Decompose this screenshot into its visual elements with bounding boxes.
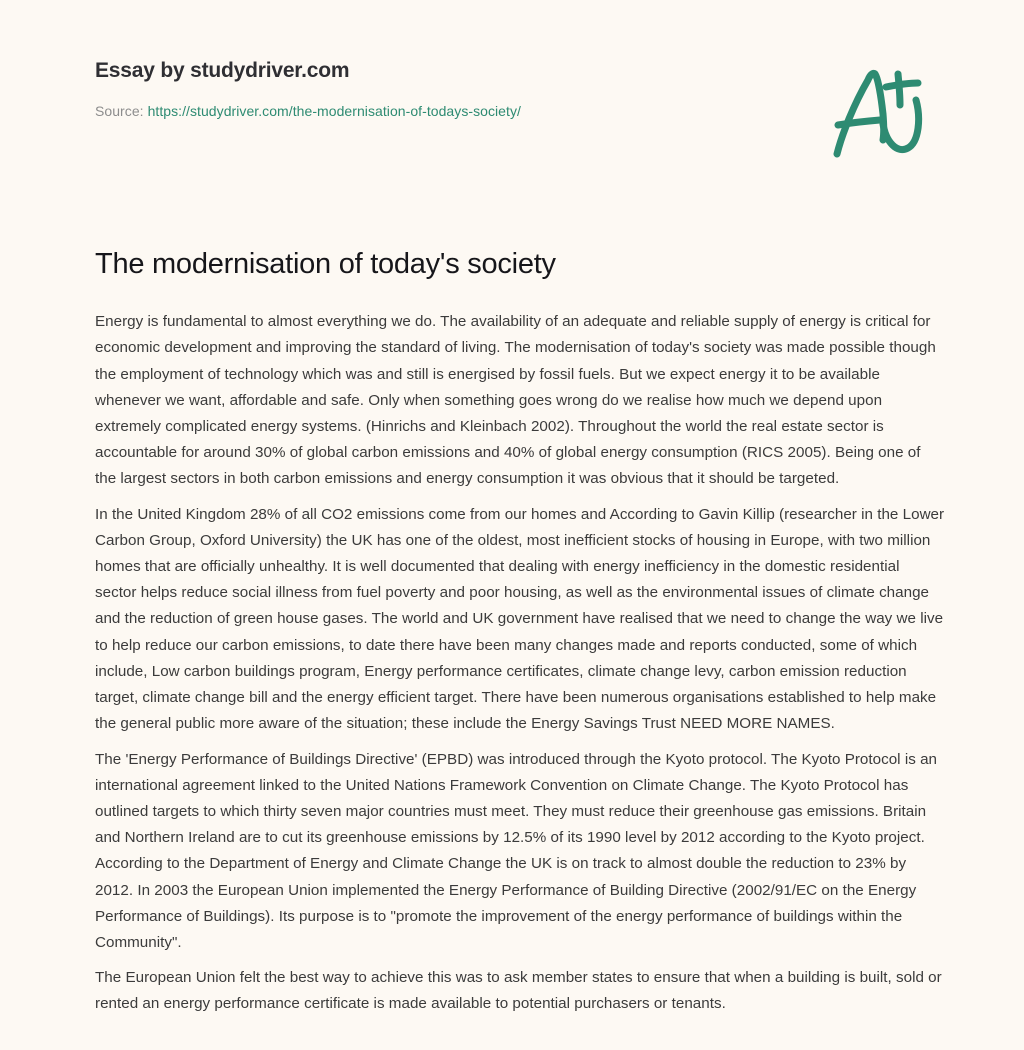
article-container xyxy=(0,246,1024,1018)
brand-title: Essay by studydriver.com xyxy=(95,59,350,82)
document-header xyxy=(0,0,1024,150)
a-plus-logo-icon xyxy=(824,62,932,162)
article-body xyxy=(95,309,945,1017)
paragraph: In the United Kingdom 28% of all CO2 emissions come from our homes and According to Gavin Killip (researcher in the Lower Carbon Group, Oxford University) the UK has one of the oldest, most inefficient stocks of housing in Europe, with two million homes that are officially unhealthy. It is well documented that dealing with energy inefficiency in the domestic residential sector helps reduce social illness from fuel poverty and poor housing, as well as the environmental issues of climate change and the reduction of green house gases. The world and UK government have realised that we need to change the way we live to help reduce our carbon emissions, to date there have been many changes made and reports conducted, some of which include, Low carbon buildings program, Energy performance certificates, climate change levy, carbon emission reduction target, climate change bill and the energy efficient target. There have been numerous organisations established to help make the general public more aware of the situation; these include the Energy Savings Trust NEED MORE NAMES. xyxy=(95,505,945,733)
page-title: The modernisation of today's society xyxy=(95,248,556,280)
paragraph: Energy is fundamental to almost everything we do. The availability of an adequate and reliable supply of energy is critical for economic development and improving the standard of living. The modernisation of today's society was made possible though the employment of technology which was and still is energised by fossil fuels. But we expect energy it to be available whenever we want, affordable and safe. Only when something goes wrong do we realise how much we depend upon extremely complicated energy systems. (Hinrichs and Kleinbach 2002). Throughout the world the real estate sector is accountable for around 30% of global carbon emissions and 40% of global energy consumption (RICS 2005). Being one of the largest sectors in both carbon emissions and energy consumption it was obvious that it should be targeted. xyxy=(95,313,936,488)
source-label: Source: xyxy=(95,103,144,120)
source-line xyxy=(95,102,946,120)
source-url-link[interactable]: https://studydriver.com/the-modernisation-of-todays-society/ xyxy=(147,103,521,120)
paragraph: The European Union felt the best way to achieve this was to ask member states to ensure that when a building is built, sold or rented an energy performance certificate is made available to potential purchasers or tenants. xyxy=(95,969,942,1013)
paragraph: The 'Energy Performance of Buildings Directive' (EPBD) was introduced through the Kyoto protocol. The Kyoto Protocol is an international agreement linked to the United Nations Framework Convention on Climate Change. The Kyoto Protocol has outlined targets to which thirty seven major countries must meet. They must reduce their greenhouse gas emissions. Britain and Northern Ireland are to cut its greenhouse emissions by 12.5% of its 1990 level by 2012 according to the Kyoto project. According to the Department of Energy and Climate Change the UK is on track to almost double the reduction to 23% by 2012. In 2003 the European Union implemented the Energy Performance of Building Directive (2002/91/EC on the Energy Performance of Buildings). Its purpose is to "promote the improvement of the energy performance of buildings within the Community". xyxy=(95,750,938,951)
